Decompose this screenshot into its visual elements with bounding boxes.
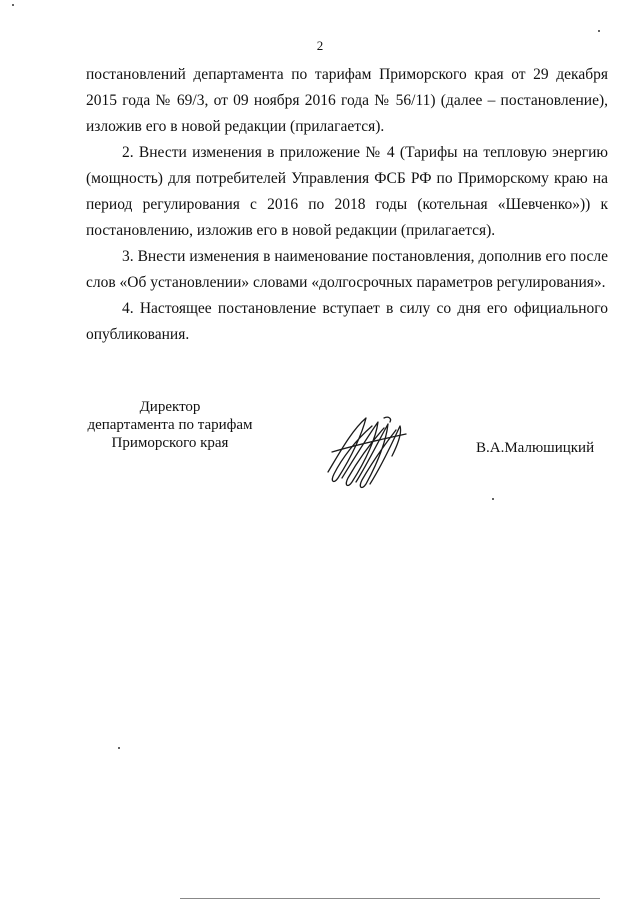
document-body bbox=[86, 62, 608, 348]
signatory-title-line: департамента по тарифам bbox=[87, 417, 253, 433]
scan-speck bbox=[12, 4, 14, 6]
paragraph-continuation: постановлений департамента по тарифам Приморского края от 29 декабря 2015 года № 69/3, от 09 ноября 2016 года № 56/11) (далее – постановление), изложив его в новой редакции (прилагается). bbox=[86, 66, 608, 135]
scan-speck bbox=[118, 747, 120, 749]
signer-name: В.А.Малюшицкий bbox=[476, 440, 595, 456]
signatory-title bbox=[80, 398, 260, 452]
paragraph-item-4: 4. Настоящее постановление вступает в силу со дня его официального опубликования. bbox=[86, 300, 608, 343]
scan-speck bbox=[598, 30, 600, 32]
signatory-title-line: Приморского края bbox=[111, 435, 229, 451]
handwritten-signature bbox=[322, 412, 412, 492]
scan-edge-line bbox=[180, 898, 600, 899]
page-number: 2 bbox=[316, 38, 324, 53]
signatory-title-line: Директор bbox=[139, 399, 201, 415]
paragraph-item-2: 2. Внести изменения в приложение № 4 (Тарифы на тепловую энергию (мощность) для потребителей Управления ФСБ РФ по Приморскому краю на период регулирования с 2016 по 2018 годы (котельная «Шевченко»)) к постановлению, изложив его в новой редакции (прилагается). bbox=[86, 144, 608, 239]
scan-speck bbox=[492, 498, 494, 500]
paragraph-item-3: 3. Внести изменения в наименование постановления, дополнив его после слов «Об установлении» словами «долгосрочных параметров регулирования». bbox=[86, 248, 608, 291]
